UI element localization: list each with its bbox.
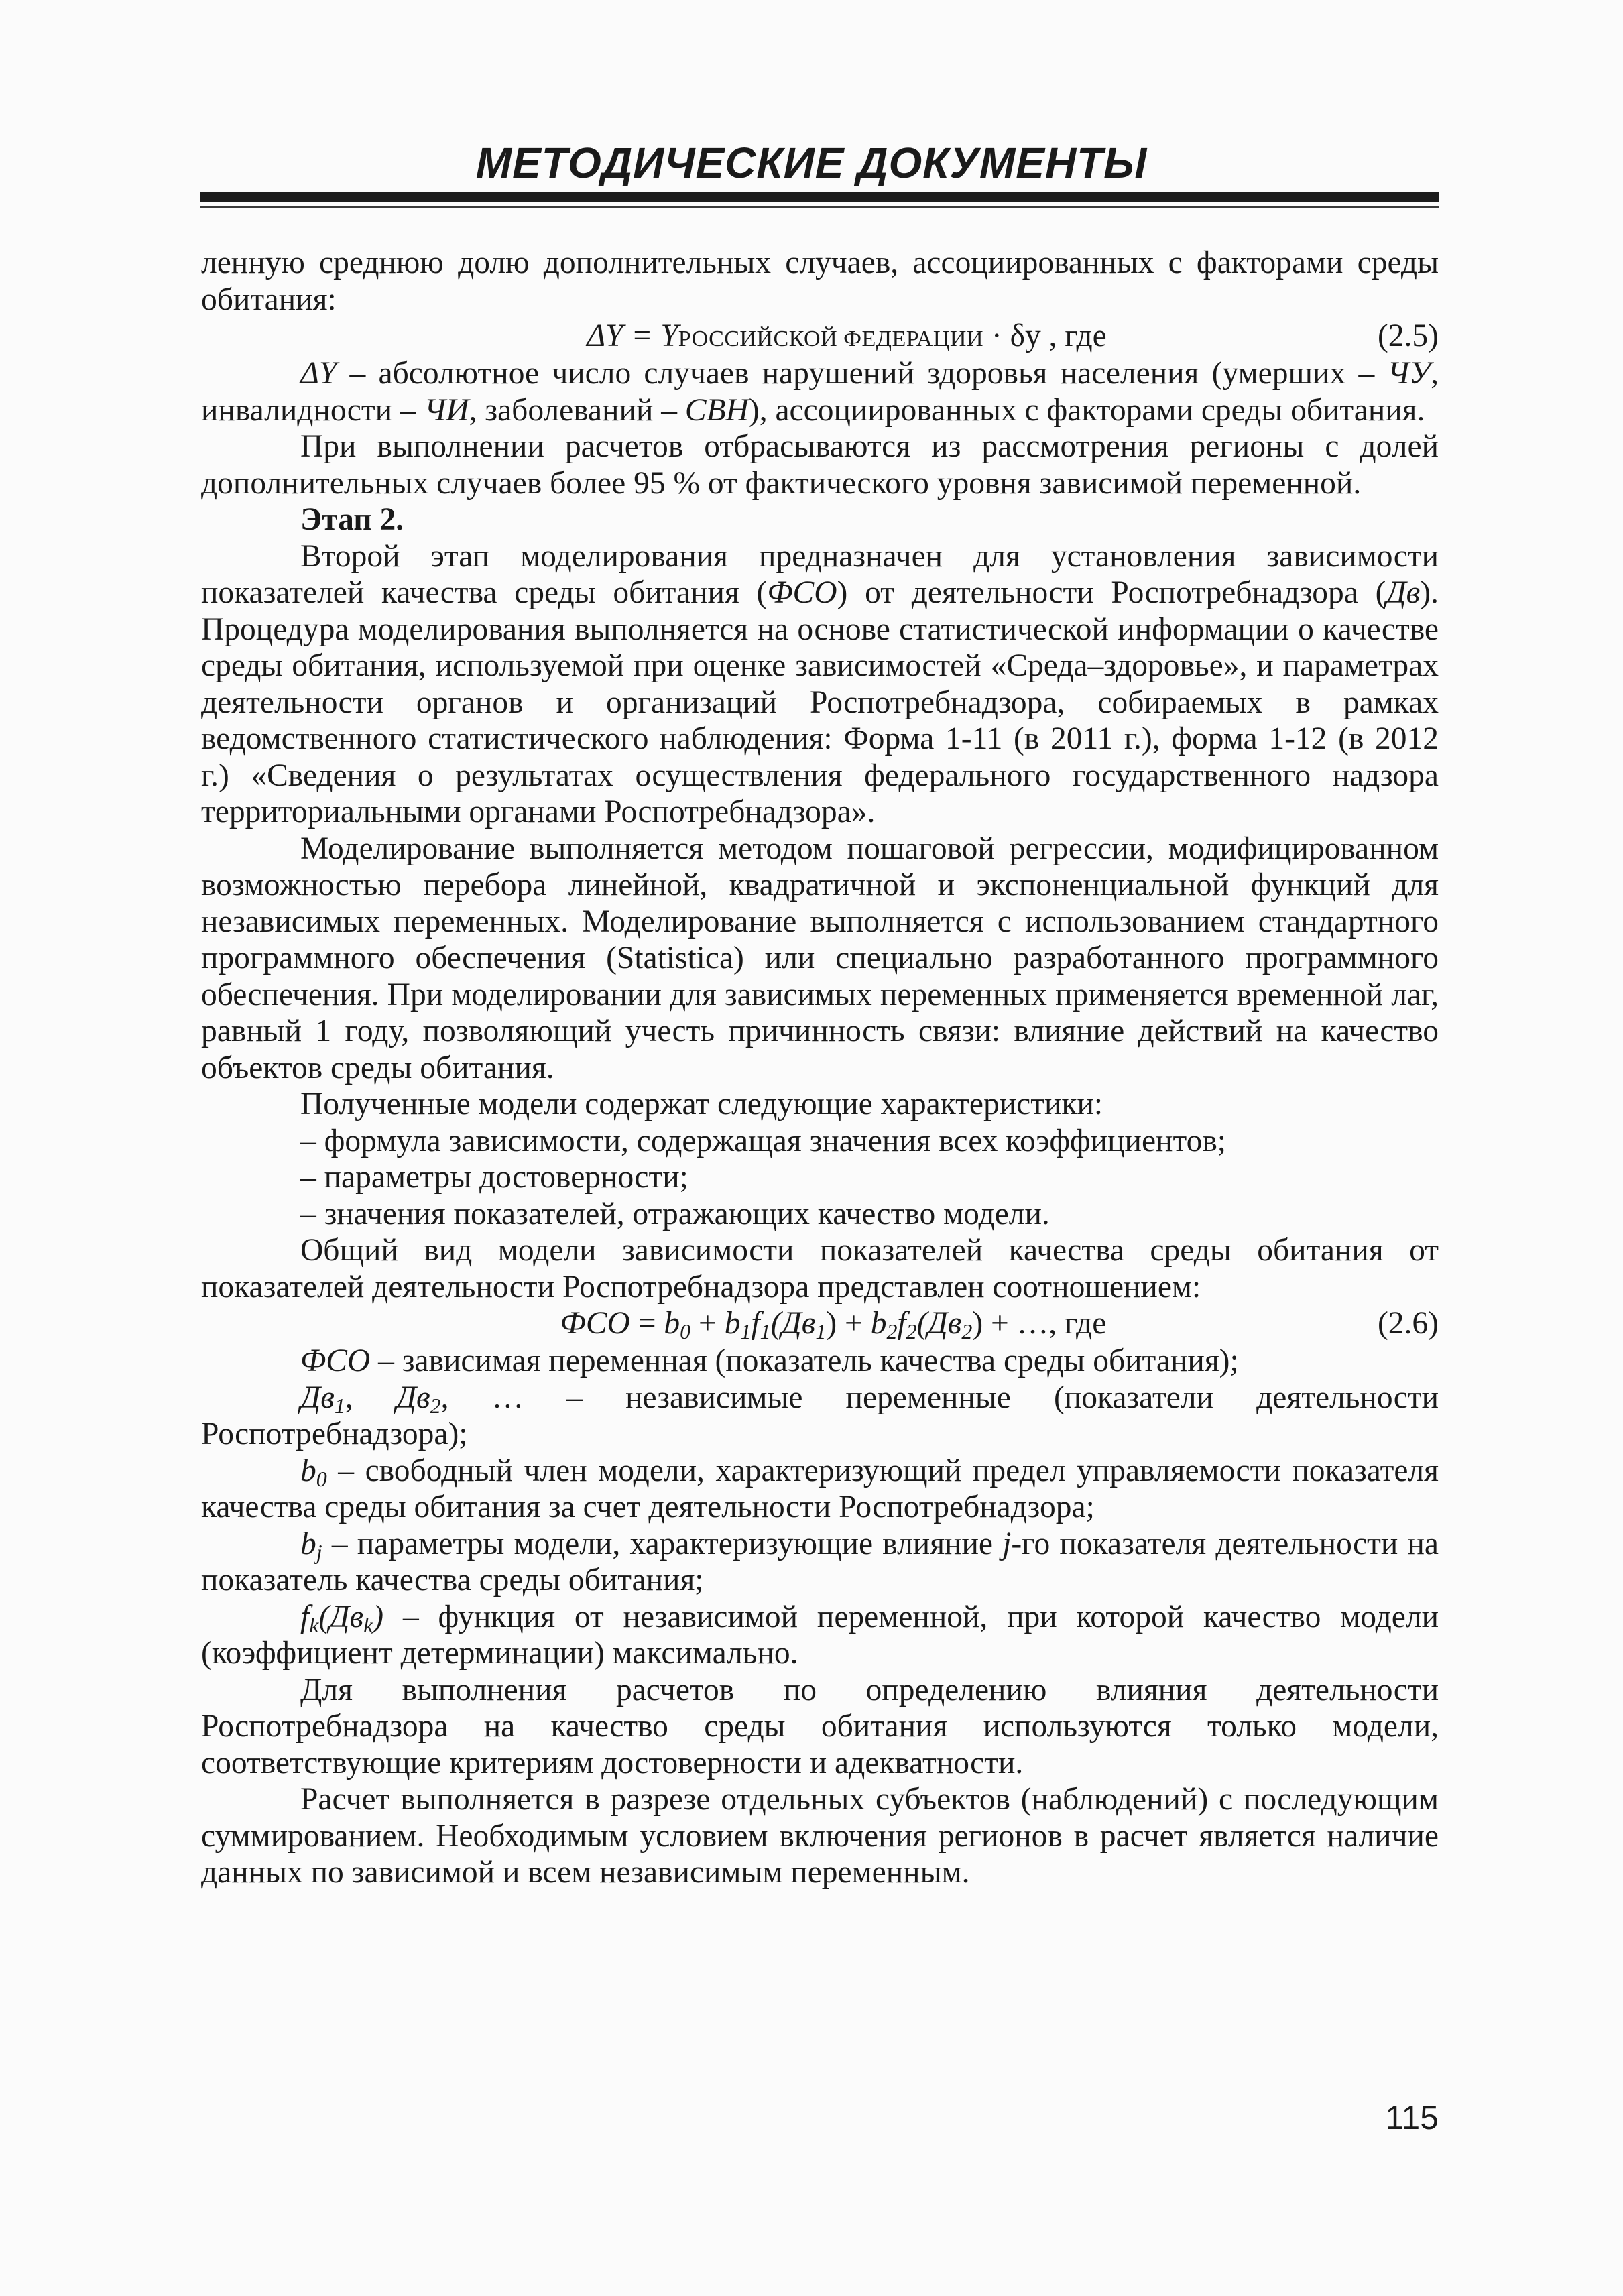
symbol: ЧИ bbox=[424, 392, 469, 428]
formula-rhs: · δy , где bbox=[983, 318, 1107, 353]
symbol: f bbox=[300, 1599, 310, 1634]
text: Второй этап моделирования предназначен для установления зависимости показателей качества среды обитания ( bbox=[201, 538, 1439, 610]
symbol: j bbox=[1002, 1526, 1012, 1561]
symbol: b bbox=[300, 1453, 316, 1488]
text: ) bbox=[826, 1306, 837, 1341]
page-body bbox=[201, 245, 1439, 1891]
symbol: ΔY bbox=[300, 356, 337, 391]
text: – независимые переменные (показатели деятельности Роспотребнадзора); bbox=[201, 1380, 1439, 1451]
formula-2-5 bbox=[201, 318, 1439, 355]
definition bbox=[201, 1599, 1439, 1672]
subscript: 0 bbox=[316, 1466, 327, 1491]
symbol: ФСО bbox=[560, 1306, 630, 1341]
definition bbox=[201, 1526, 1439, 1599]
paragraph: Для выполнения расчетов по определению влияния деятельности Роспотребнадзора на качество среды обитания используются только модели, соответствующие критериям достоверности и адекватности. bbox=[201, 1672, 1439, 1780]
symbol: f bbox=[751, 1306, 760, 1341]
definition bbox=[201, 1343, 1439, 1380]
text: + bbox=[690, 1306, 725, 1341]
paragraph: Моделирование выполняется методом пошаговой регрессии, модифицированном возможностью перебора линейной, квадратичной и экспоненциальной функций для независимых переменных. Моделирование выполняется с использованием стандартного программного обеспечения (Statistica) или специально разработанного программного обеспечения. При моделировании для зависимых переменных применяется временной лаг, равный 1 году, позволяющий учесть причинность связи: влияние действий на качество объектов среды обитания. bbox=[201, 831, 1439, 1085]
paragraph: ленную среднюю долю дополнительных случаев, ассоциированных с факторами среды обитания: bbox=[201, 245, 1439, 317]
text: + bbox=[837, 1306, 871, 1341]
formula-2-6 bbox=[201, 1305, 1439, 1343]
subscript: 0 bbox=[680, 1319, 691, 1343]
symbol: b bbox=[870, 1306, 887, 1341]
definition bbox=[201, 1453, 1439, 1526]
text: -го показателя деятельности на показатель качества среды обитания; bbox=[201, 1526, 1439, 1597]
paragraph: Полученные модели содержат следующие характеристики: bbox=[300, 1087, 1103, 1122]
paragraph: При выполнении расчетов отбрасываются из рассмотрения регионы с долей дополнительных случаев более 95 % от фактического уровня зависимой переменной. bbox=[201, 429, 1439, 501]
text: – параметры модели, характеризующие влияние bbox=[322, 1526, 1003, 1561]
symbol: f bbox=[897, 1306, 906, 1341]
symbol: Дв bbox=[300, 1380, 335, 1415]
text: , … bbox=[440, 1380, 524, 1415]
formula-number: (2.5) bbox=[1377, 318, 1439, 353]
section-heading bbox=[201, 501, 1439, 538]
symbol: b bbox=[664, 1306, 680, 1341]
symbol: (Дв bbox=[770, 1306, 816, 1341]
symbol: b bbox=[300, 1526, 316, 1561]
symbol: ФСО bbox=[300, 1343, 371, 1378]
text: , инвалидности – bbox=[201, 356, 1439, 428]
subscript: k bbox=[363, 1612, 373, 1637]
text: ) bbox=[972, 1306, 983, 1341]
symbol: (Дв bbox=[318, 1599, 364, 1634]
list-item: – параметры достоверности; bbox=[300, 1160, 688, 1195]
text: , заболеваний – bbox=[469, 392, 685, 428]
paragraph bbox=[201, 538, 1439, 831]
paragraph: Расчет выполняется в разрезе отдельных субъектов (наблюдений) с последующим суммированием. Необходимым условием включения регионов в расчет является наличие данных по зависимой и всем независимым переменным. bbox=[201, 1782, 1439, 1890]
text: – свободный член модели, характеризующий предел управляемости показателя качества среды обитания за счет деятельности Роспотребнадзора; bbox=[201, 1453, 1439, 1524]
formula-subscript: РОССИЙСКОЙ ФЕДЕРАЦИИ bbox=[678, 326, 984, 351]
symbol: ЧУ bbox=[1387, 356, 1431, 391]
symbol: Дв bbox=[396, 1380, 430, 1415]
symbol: (Дв bbox=[916, 1306, 962, 1341]
stage-label: Этап 2. bbox=[300, 502, 404, 537]
text: – абсолютное число случаев нарушений здоровья населения (умерших – bbox=[337, 356, 1388, 391]
subscript: 2 bbox=[906, 1319, 917, 1343]
running-header: МЕТОДИЧЕСКИЕ ДОКУМЕНТЫ bbox=[475, 139, 1148, 187]
symbol: ) bbox=[373, 1599, 384, 1634]
text: ), ассоциированных с факторами среды обитания. bbox=[748, 392, 1425, 428]
subscript: 1 bbox=[334, 1393, 345, 1418]
text: = bbox=[629, 1306, 664, 1341]
paragraph bbox=[201, 355, 1439, 428]
page-number: 115 bbox=[1385, 2099, 1439, 2136]
symbol: ФСО bbox=[767, 575, 837, 610]
subscript: j bbox=[316, 1539, 322, 1564]
subscript: 1 bbox=[760, 1319, 771, 1343]
subscript: 2 bbox=[961, 1319, 973, 1343]
definition bbox=[201, 1380, 1439, 1453]
text: ). Процедура моделирования выполняется на основе статистической информации о качестве среды обитания, используемой при оценке зависимостей «Среда–здоровье», и параметрах деятельности органов и организаций Роспотребнадзора, собираемых в рамках ведомственного статистического наблюдения: Форма 1-11 (в 2011 г.), форма 1-12 (в 2012 г.) «Сведения о результатах осуществления федерального государственного надзора территориальными органами Роспотребнадзора». bbox=[201, 575, 1439, 829]
symbol: Дв bbox=[1386, 575, 1421, 610]
symbol: b bbox=[724, 1306, 741, 1341]
header-rule bbox=[200, 192, 1439, 202]
text: + …, где bbox=[983, 1306, 1107, 1341]
subscript: 1 bbox=[815, 1319, 827, 1343]
text: – функция от независимой переменной, при которой качество модели (коэффициент детерминации) максимально. bbox=[201, 1599, 1439, 1671]
text: ) от деятельности Роспотребнадзора ( bbox=[837, 575, 1386, 610]
symbol: СВН bbox=[684, 392, 749, 428]
subscript: 1 bbox=[740, 1319, 752, 1343]
subscript: 2 bbox=[430, 1393, 441, 1418]
formula-number: (2.6) bbox=[1377, 1306, 1439, 1341]
list-item: – формула зависимости, содержащая значения всех коэффициентов; bbox=[300, 1123, 1226, 1158]
text: , bbox=[345, 1380, 396, 1415]
header-rule-thin bbox=[200, 206, 1439, 208]
formula-lhs: ΔY = Y bbox=[587, 318, 678, 353]
subscript: 2 bbox=[886, 1319, 898, 1343]
subscript: k bbox=[309, 1612, 319, 1637]
paragraph: Общий вид модели зависимости показателей качества среды обитания от показателей деятельности Роспотребнадзора представлен соотношением: bbox=[201, 1233, 1439, 1305]
text: – зависимая переменная (показатель качества среды обитания); bbox=[370, 1343, 1239, 1378]
list-item: – значения показателей, отражающих качество модели. bbox=[300, 1196, 1050, 1231]
